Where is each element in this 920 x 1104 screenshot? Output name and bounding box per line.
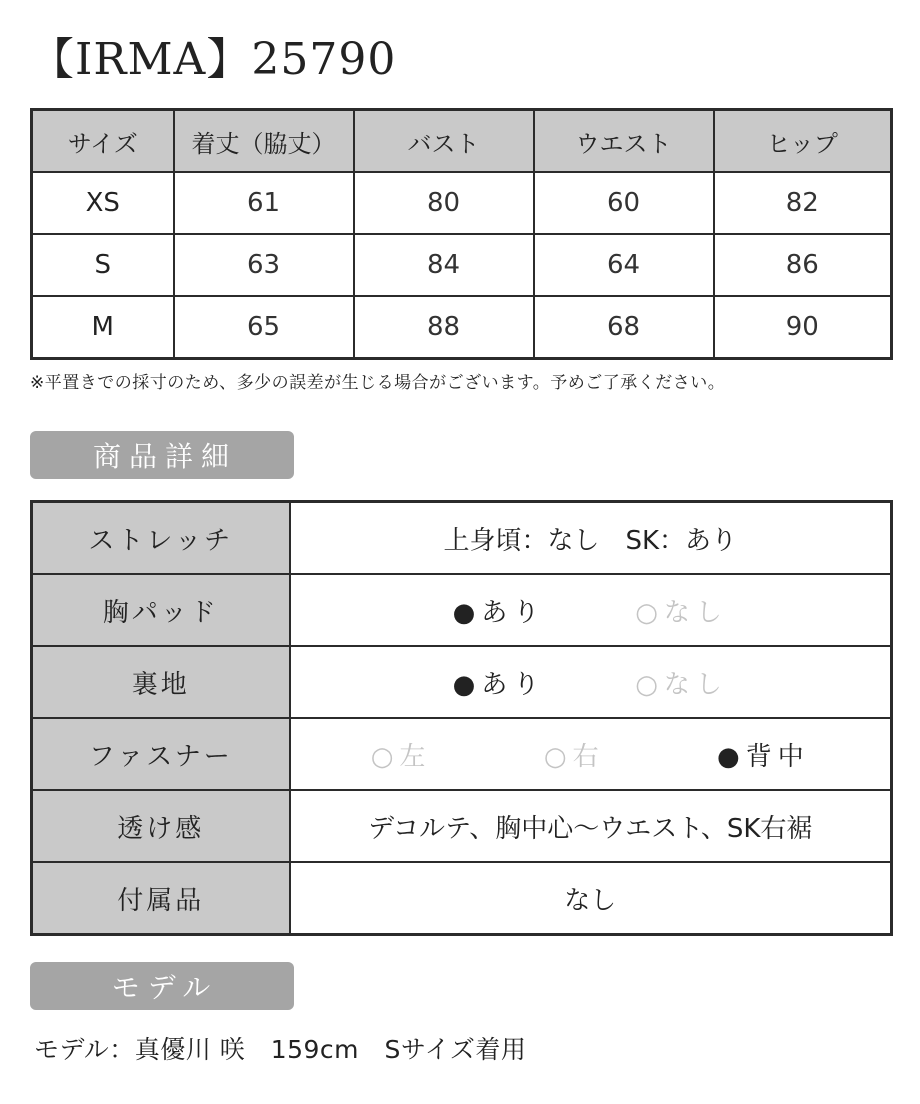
size-label: XS: [32, 172, 174, 234]
detail-row-stretch: [32, 502, 892, 575]
table-row: [32, 234, 892, 296]
detail-row-chest-pad: [32, 574, 892, 646]
sheer-label: 透け感: [32, 790, 290, 862]
header-size: サイズ: [32, 110, 174, 173]
waist-value: 60: [534, 172, 714, 234]
fastener-right: ○右: [543, 741, 605, 772]
table-row: [32, 172, 892, 234]
fastener-label: ファスナー: [32, 718, 290, 790]
stretch-value: 上身頃：なし SK：あり: [290, 502, 892, 575]
page-title: 【IRMA】25790: [30, 34, 397, 85]
header-bust: バスト: [354, 110, 534, 173]
detail-row-fastener: [32, 718, 892, 790]
model-info: モデル：真優川 咲 159cm Sサイズ着用: [34, 1035, 527, 1064]
chest-pad-label: 胸パッド: [32, 574, 290, 646]
chest-pad-no: ○なし: [635, 597, 728, 628]
hip-value: 90: [714, 296, 892, 359]
fastener-options: [290, 718, 892, 790]
waist-value: 64: [534, 234, 714, 296]
header-length: 着丈（脇丈）: [174, 110, 354, 173]
length-value: 65: [174, 296, 354, 359]
size-chart-table: [30, 108, 893, 360]
accessories-value: なし: [290, 862, 892, 935]
chest-pad-yes: ●あり: [452, 597, 546, 628]
lining-no: ○なし: [635, 669, 728, 700]
bust-value: 84: [354, 234, 534, 296]
measurement-note: ※平置きでの採寸のため、多少の誤差が生じる場合がございます。予めご了承ください。: [30, 373, 726, 393]
bust-value: 80: [354, 172, 534, 234]
detail-row-lining: [32, 646, 892, 718]
hip-value: 82: [714, 172, 892, 234]
product-details-table: [30, 500, 893, 936]
length-value: 61: [174, 172, 354, 234]
lining-label: 裏地: [32, 646, 290, 718]
lining-options: [290, 646, 892, 718]
header-waist: ウエスト: [534, 110, 714, 173]
waist-value: 68: [534, 296, 714, 359]
table-row: [32, 296, 892, 359]
detail-row-accessories: [32, 862, 892, 935]
hip-value: 86: [714, 234, 892, 296]
lining-yes: ●あり: [452, 669, 546, 700]
stretch-label: ストレッチ: [32, 502, 290, 575]
header-hip: ヒップ: [714, 110, 892, 173]
bust-value: 88: [354, 296, 534, 359]
fastener-left: ○左: [370, 741, 432, 772]
size-label: M: [32, 296, 174, 359]
accessories-label: 付属品: [32, 862, 290, 935]
fastener-back: ●背中: [717, 741, 810, 772]
chest-pad-options: [290, 574, 892, 646]
sheer-value: デコルテ、胸中心〜ウエスト、SK右裾: [290, 790, 892, 862]
model-section-heading: モデル: [30, 962, 294, 1010]
size-chart-header-row: [32, 110, 892, 173]
length-value: 63: [174, 234, 354, 296]
size-label: S: [32, 234, 174, 296]
detail-row-sheer: [32, 790, 892, 862]
details-section-heading: 商品詳細: [30, 431, 294, 479]
